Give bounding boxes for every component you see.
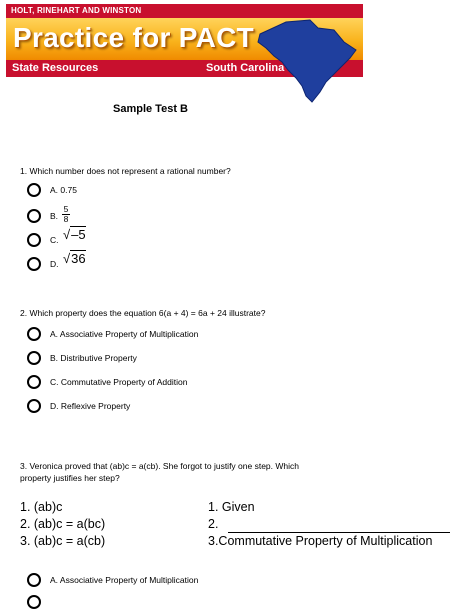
publisher-label: HOLT, RINEHART AND WINSTON <box>6 4 363 18</box>
option-label: C. <box>50 235 59 245</box>
test-title: Sample Test B <box>113 103 188 115</box>
radio-button[interactable] <box>27 375 41 389</box>
question-3-line-1: 3. Veronica proved that (ab)c = a(cb). She forgot to justify one step. Which <box>20 461 299 471</box>
page-title: Practice for PACT <box>13 22 255 53</box>
question-3-text <box>20 460 299 484</box>
fraction <box>62 205 70 224</box>
question-3-line-2: property justifies her step? <box>20 473 120 483</box>
radio-button[interactable] <box>27 233 41 247</box>
reason-2: 2. <box>208 517 219 531</box>
option-label: D. Reflexive Property <box>50 401 131 411</box>
state-resources-link[interactable]: State Resources <box>12 62 99 74</box>
question-1-text: 1. Which number does not represent a rational number? <box>20 166 231 176</box>
radio-button[interactable] <box>27 595 41 609</box>
question-2-text: 2. Which property does the equation 6(a + 4) = 6a + 24 illustrate? <box>20 308 266 318</box>
radio-button[interactable] <box>27 257 41 271</box>
radicand: –5 <box>71 227 86 242</box>
radio-button[interactable] <box>27 351 41 365</box>
proof-reasons <box>208 499 450 550</box>
radical-expression <box>63 251 86 266</box>
radio-button[interactable] <box>27 209 41 223</box>
option-label: A. 0.75 <box>50 185 77 195</box>
option-label: A. Associative Property of Multiplication <box>50 329 199 339</box>
south-carolina-map-icon <box>252 12 362 104</box>
radical-sign: √ <box>63 227 71 242</box>
statement-3: 3. (ab)c = a(cb) <box>20 534 106 548</box>
option-label: B. <box>50 211 59 221</box>
radical-sign: √ <box>63 251 71 266</box>
option-label: C. Commutative Property of Addition <box>50 377 188 387</box>
proof-statements <box>20 499 105 550</box>
fraction-denominator: 8 <box>63 214 69 224</box>
radio-button[interactable] <box>27 327 41 341</box>
radical-expression <box>63 227 86 242</box>
option-label: B. Distributive Property <box>50 353 137 363</box>
radio-button[interactable] <box>27 573 41 587</box>
reason-2-row <box>208 516 450 533</box>
statement-1: 1. (ab)c <box>20 500 63 514</box>
radicand: 36 <box>71 251 86 266</box>
reason-1: 1. Given <box>208 500 255 514</box>
radio-button[interactable] <box>27 183 41 197</box>
fraction-numerator: 5 <box>63 204 69 214</box>
state-name-label: South Carolina <box>206 62 285 74</box>
reason-3: 3.Commutative Property of Multiplication <box>208 534 433 548</box>
statement-2: 2. (ab)c = a(bc) <box>20 517 106 531</box>
radio-button[interactable] <box>27 399 41 413</box>
option-label: D. <box>50 259 59 269</box>
option-label: A. Associative Property of Multiplication <box>50 575 199 585</box>
